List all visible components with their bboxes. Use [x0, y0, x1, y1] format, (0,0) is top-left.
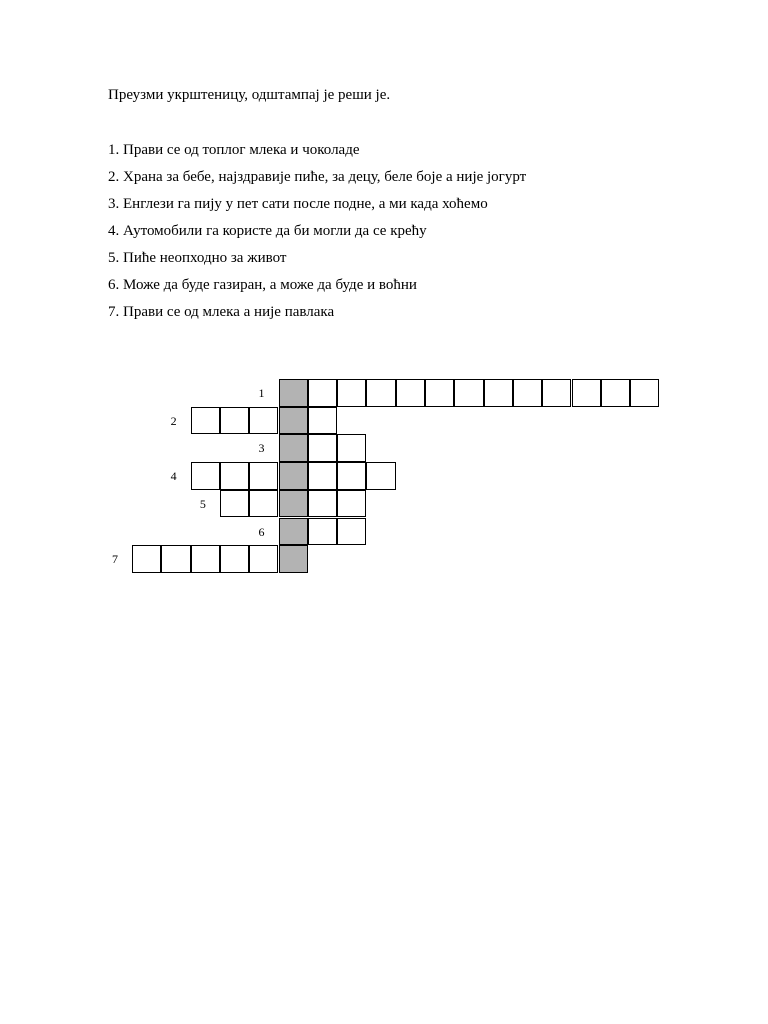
crossword-cell[interactable] — [308, 462, 337, 490]
crossword-cell[interactable] — [337, 518, 366, 546]
crossword-cell[interactable] — [132, 545, 161, 573]
crossword-cell[interactable] — [220, 462, 249, 490]
crossword-cell[interactable] — [308, 379, 337, 407]
clue-3: 3. Енглези га пију у пет сати после подне, а ми када хоћемо — [108, 196, 488, 212]
key-cell[interactable] — [279, 518, 308, 546]
crossword-cell[interactable] — [308, 518, 337, 546]
clue-2: 2. Храна за бебе, најздравије пиће, за децу, беле боје а није јогурт — [108, 169, 527, 185]
row-number-3: 3 — [258, 441, 265, 456]
crossword-cell[interactable] — [249, 490, 278, 518]
crossword-cell[interactable] — [308, 407, 337, 435]
crossword-cell[interactable] — [337, 379, 366, 407]
crossword-cell[interactable] — [337, 462, 366, 490]
crossword-cell[interactable] — [337, 434, 366, 462]
key-cell[interactable] — [279, 490, 308, 518]
crossword-cell[interactable] — [191, 407, 220, 435]
key-cell[interactable] — [279, 545, 308, 573]
clue-1: 1. Прави се од топлог млека и чоколаде — [108, 142, 360, 158]
instruction-text: Преузми укрштеницу, одштампај је реши је. — [108, 87, 391, 103]
row-number-5: 5 — [199, 496, 206, 511]
row-number-7: 7 — [112, 552, 118, 567]
crossword-cell[interactable] — [249, 462, 278, 490]
crossword-cell[interactable] — [601, 379, 630, 407]
row-number-6: 6 — [258, 524, 265, 539]
crossword-cell[interactable] — [249, 545, 278, 573]
crossword-cell[interactable] — [630, 379, 659, 407]
crossword-cell[interactable] — [366, 379, 395, 407]
clue-list — [108, 140, 526, 329]
clue-5: 5. Пиће неопходно за живот — [108, 250, 287, 266]
crossword-cell[interactable] — [484, 379, 513, 407]
crossword-cell[interactable] — [220, 545, 249, 573]
row-number-1: 1 — [258, 386, 265, 400]
clue-7: 7. Прави се од млека а није павлака — [108, 304, 335, 320]
crossword-cell[interactable] — [513, 379, 542, 407]
crossword-cell[interactable] — [542, 379, 571, 407]
crossword-cell[interactable] — [220, 490, 249, 518]
key-cell[interactable] — [279, 379, 308, 407]
crossword-cell[interactable] — [425, 379, 454, 407]
row-number-2: 2 — [170, 413, 177, 428]
crossword-cell[interactable] — [396, 379, 425, 407]
crossword-cell[interactable] — [366, 462, 395, 490]
clue-6: 6. Може да буде газиран, а може да буде и воћни — [108, 277, 417, 293]
key-cell[interactable] — [279, 462, 308, 490]
key-cell[interactable] — [279, 434, 308, 462]
key-cell[interactable] — [279, 407, 308, 435]
crossword-cell[interactable] — [249, 407, 278, 435]
crossword-cell[interactable] — [161, 545, 190, 573]
crossword-cell[interactable] — [454, 379, 483, 407]
crossword-cell[interactable] — [191, 462, 220, 490]
crossword-cell[interactable] — [308, 490, 337, 518]
clue-4: 4. Аутомобили га користе да би могли да се крећу — [108, 223, 427, 239]
crossword-cell[interactable] — [572, 379, 601, 407]
crossword-cell[interactable] — [308, 434, 337, 462]
crossword-cell[interactable] — [337, 490, 366, 518]
crossword-cell[interactable] — [220, 407, 249, 435]
row-number-4: 4 — [170, 469, 177, 484]
crossword-cell[interactable] — [191, 545, 220, 573]
